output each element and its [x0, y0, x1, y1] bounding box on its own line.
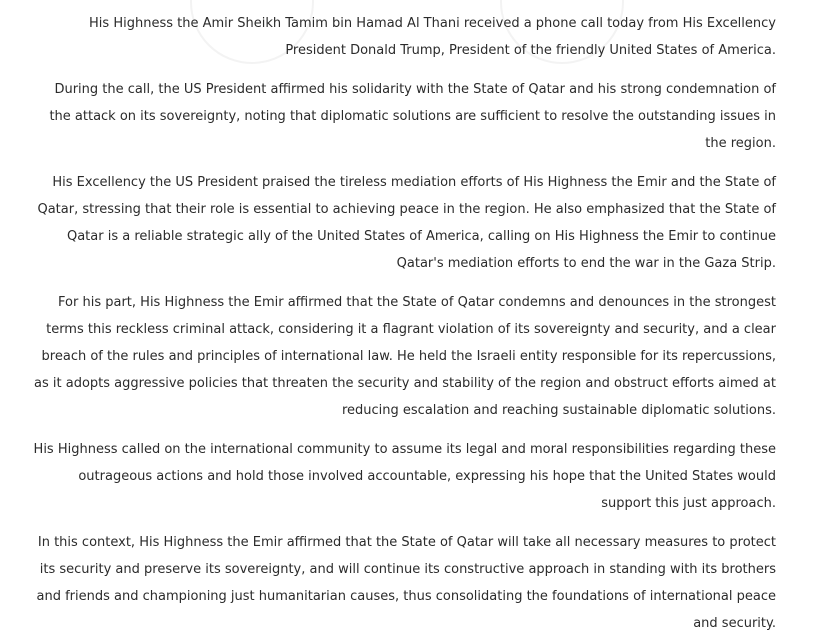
statement-document [30, 10, 776, 631]
paragraph-phone-call: His Highness the Amir Sheikh Tamim bin Hamad Al Thani received a phone call today from His Excellency President Donald Trump, President of the friendly United States of America. [89, 16, 776, 58]
paragraph-mediation-praise: His Excellency the US President praised the tireless mediation efforts of His Highness the Emir and the State of Qatar, stressing that their role is essential to achieving peace in the region. He also emphasized that the State of Qatar is a reliable strategic ally of the United States of America, calling on His Highness the Emir to continue Qatar's mediation efforts to end the war in the Gaza Strip. [37, 175, 776, 271]
paragraph-solidarity: During the call, the US President affirmed his solidarity with the State of Qatar and his strong condemnation of the attack on its sovereignty, noting that diplomatic solutions are sufficient to resolve the outstanding issues in the region. [49, 82, 776, 151]
paragraph-condemnation: For his part, His Highness the Emir affirmed that the State of Qatar condemns and denounces in the strongest terms this reckless criminal attack, considering it a flagrant violation of its sovereignty and security, and a clear breach of the rules and principles of international law. He held the Israeli entity responsible for its repercussions, as it adopts aggressive policies that threaten the security and stability of the region and obstruct efforts aimed at reducing escalation and reaching sustainable diplomatic solutions. [34, 295, 776, 418]
paragraph-international-call: His Highness called on the international community to assume its legal and moral responsibilities regarding these outrageous actions and hold those involved accountable, expressing his hope that the United States would support this just approach. [33, 442, 776, 511]
paragraph-measures: In this context, His Highness the Emir affirmed that the State of Qatar will take all necessary measures to protect its security and preserve its sovereignty, and will continue its constructive approach in standing with its brothers and friends and championing just humanitarian causes, thus consolidating the foundations of international peace and security. [36, 535, 776, 631]
